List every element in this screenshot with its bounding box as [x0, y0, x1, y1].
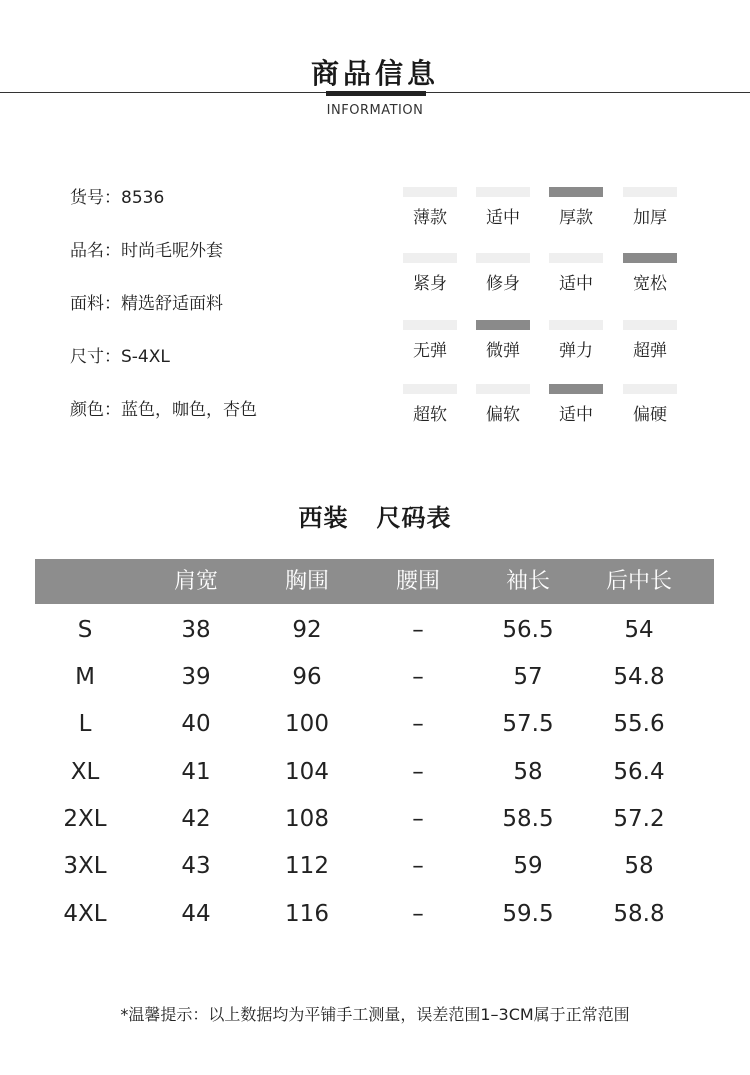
rating-label: 无弹 — [413, 341, 447, 361]
rating-option — [623, 187, 677, 227]
rating-indicator — [623, 384, 677, 394]
table-cell: 38 — [181, 617, 211, 643]
table-cell: – — [412, 901, 424, 927]
table-cell: – — [412, 617, 424, 643]
table-cell: – — [412, 853, 424, 879]
table-cell: 57.2 — [613, 806, 665, 832]
size-cell: 3XL — [63, 853, 107, 879]
rating-thickness — [403, 187, 683, 227]
table-cell: 58.5 — [502, 806, 554, 832]
table-cell: 39 — [181, 664, 211, 690]
column-header: 后中长 — [605, 569, 672, 594]
rating-indicator — [476, 253, 530, 263]
rating-label: 适中 — [486, 208, 520, 228]
table-cell: – — [412, 806, 424, 832]
rating-option — [476, 187, 530, 227]
rating-indicator — [623, 320, 677, 330]
rating-indicator — [549, 320, 603, 330]
rating-indicator — [623, 187, 677, 197]
section-subtitle: INFORMATION — [326, 103, 424, 118]
rating-option — [549, 384, 603, 424]
table-cell: 58 — [513, 759, 543, 785]
table-cell: 57.5 — [502, 711, 554, 737]
rating-label: 加厚 — [633, 208, 667, 228]
column-header — [25, 559, 145, 604]
table-cell: – — [412, 664, 424, 690]
table-cell: 54.8 — [613, 664, 665, 690]
product-fabric: 面料：精选舒适面料 — [70, 294, 223, 314]
rating-option — [549, 320, 603, 360]
size-cell: 2XL — [63, 806, 107, 832]
rating-label: 偏硬 — [633, 405, 667, 425]
size-cell: 4XL — [63, 901, 107, 927]
table-cell: 108 — [285, 806, 329, 832]
rating-indicator — [476, 187, 530, 197]
product-size-range: 尺寸：S-4XL — [70, 347, 170, 367]
table-cell: 57 — [513, 664, 543, 690]
table-cell: 59 — [513, 853, 543, 879]
rating-option — [403, 253, 457, 293]
rating-fit — [403, 253, 683, 293]
rating-indicator — [549, 187, 603, 197]
table-cell: 58 — [624, 853, 654, 879]
rating-option — [403, 320, 457, 360]
size-chart-title: 西装 尺码表 — [298, 504, 452, 532]
table-cell: 59.5 — [502, 901, 554, 927]
rating-label: 偏软 — [486, 405, 520, 425]
table-cell: 44 — [181, 901, 211, 927]
rating-option — [476, 384, 530, 424]
section-title: 商品信息 — [310, 57, 439, 90]
rating-label: 修身 — [486, 274, 520, 294]
table-cell: 92 — [292, 617, 322, 643]
table-cell: 56.4 — [613, 759, 665, 785]
table-cell: 55.6 — [613, 711, 665, 737]
size-cell: L — [78, 711, 92, 737]
table-cell: 54 — [624, 617, 654, 643]
rating-label: 宽松 — [633, 274, 667, 294]
table-cell: 43 — [181, 853, 211, 879]
size-cell: XL — [70, 759, 100, 785]
table-cell: 40 — [181, 711, 211, 737]
rating-elasticity — [403, 320, 683, 360]
rating-indicator — [549, 384, 603, 394]
rating-label: 微弹 — [486, 341, 520, 361]
table-row — [0, 704, 750, 744]
table-row — [0, 657, 750, 697]
column-header: 胸围 — [284, 569, 329, 594]
rating-label: 紧身 — [413, 274, 447, 294]
table-row — [0, 610, 750, 650]
table-row — [0, 799, 750, 839]
table-cell: 41 — [181, 759, 211, 785]
rating-option — [403, 384, 457, 424]
size-cell: M — [75, 664, 95, 690]
table-row — [0, 846, 750, 886]
rating-indicator — [549, 253, 603, 263]
table-cell: 58.8 — [613, 901, 665, 927]
rating-option — [623, 253, 677, 293]
rating-indicator — [403, 253, 457, 263]
table-cell: 56.5 — [502, 617, 554, 643]
column-header: 袖长 — [505, 569, 550, 594]
rating-option — [476, 320, 530, 360]
table-cell: 104 — [285, 759, 329, 785]
rating-option — [623, 320, 677, 360]
rating-label: 弹力 — [559, 341, 593, 361]
rating-softness — [403, 384, 683, 424]
rating-indicator — [403, 384, 457, 394]
rating-label: 适中 — [559, 405, 593, 425]
column-header: 肩宽 — [173, 569, 218, 594]
table-cell: 42 — [181, 806, 211, 832]
table-cell: – — [412, 711, 424, 737]
rating-indicator — [403, 187, 457, 197]
rating-label: 适中 — [559, 274, 593, 294]
rating-indicator — [476, 384, 530, 394]
title-underline-bar — [326, 91, 426, 96]
table-cell: – — [412, 759, 424, 785]
column-header: 腰围 — [395, 569, 440, 594]
rating-option — [476, 253, 530, 293]
rating-indicator — [403, 320, 457, 330]
measurement-note: *温馨提示：以上数据均为平铺手工测量，误差范围1–3CM属于正常范围 — [120, 1005, 630, 1024]
rating-label: 超弹 — [633, 341, 667, 361]
rating-option — [623, 384, 677, 424]
product-name: 品名：时尚毛呢外套 — [70, 241, 223, 261]
rating-label: 超软 — [413, 405, 447, 425]
product-item-number: 货号：8536 — [70, 188, 165, 208]
table-row — [0, 894, 750, 934]
table-cell: 116 — [285, 901, 329, 927]
table-row — [0, 752, 750, 792]
size-cell: S — [77, 617, 93, 643]
rating-indicator — [623, 253, 677, 263]
table-cell: 100 — [285, 711, 329, 737]
rating-label: 厚款 — [559, 208, 593, 228]
rating-option — [549, 187, 603, 227]
rating-option — [403, 187, 457, 227]
rating-option — [549, 253, 603, 293]
rating-label: 薄款 — [413, 208, 447, 228]
product-colors: 颜色：蓝色，咖色，杏色 — [70, 400, 257, 420]
rating-indicator — [476, 320, 530, 330]
size-table-header — [35, 559, 714, 604]
table-cell: 112 — [285, 853, 329, 879]
table-cell: 96 — [292, 664, 322, 690]
